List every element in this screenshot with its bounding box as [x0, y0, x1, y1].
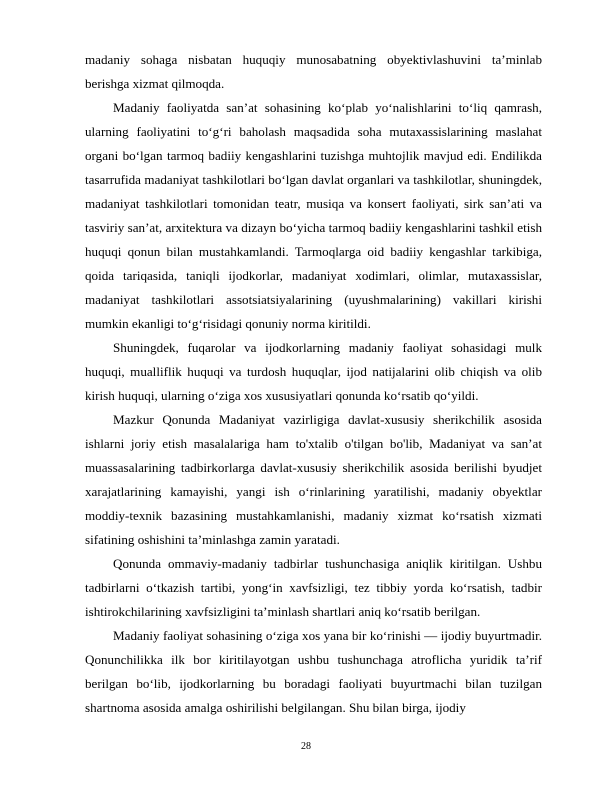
paragraph-continuation: madaniy sohaga nisbatan huquqiy munosabatning obyektivlashuvini taʼminlab berishga xizmat qilmoqda.: [85, 52, 542, 91]
paragraph-public-private-partnership: Mazkur Qonunda Madaniyat vazirligiga davlat-xususiy sherikchilik asosida ishlarni joriy etish masalalariga ham to'xtalib o'tilgan bo'lib, Madaniyat va sanʼat muassasalarining tadbirkorlarga davlat-xususiy sherikchilik asosida berilishi byudjet xarajatlarining kamayishi, yangi ish oʻrinlarining yaratilishi, madaniy obyektlar moddiy-texnik bazasining mustahkamlanishi, madaniy xizmat koʻrsatish xizmati sifatining oshishini taʼminlashga zamin yaratadi.: [85, 412, 542, 547]
paragraph-mass-cultural-events: Qonunda ommaviy-madaniy tadbirlar tushunchasiga aniqlik kiritilgan. Ushbu tadbirlarni oʻtkazish tartibi, yongʻin xavfsizligi, tez tibbiy yorda koʻrsatish, tadbir ishtirokchilarining xavfsizligini taʼminlash shartlari aniq koʻrsatib berilgan.: [85, 556, 542, 619]
paragraph-creative-order: Madaniy faoliyat sohasining oʻziga xos yana bir koʻrinishi — ijodiy buyurtmadir. Qonunchilikka ilk bor kiritilayotgan ushbu tushunchaga atroflicha yuridik taʼrif berilgan boʻlib, ijodkorlarning bu boradagi faoliyati buyurtmachi bilan tuzilgan shartnoma asosida amalga oshirilishi belgilangan. Shu bilan birga, ijodiy: [85, 628, 542, 715]
paragraph-property-rights: Shuningdek, fuqarolar va ijodkorlarning madaniy faoliyat sohasidagi mulk huquqi, mualliflik huquqi va turdosh huquqlar, ijod natijalarini olib chiqish va olib kirish huquqi, ularning oʻziga xos xususiyatlari qonunda koʻrsatib qoʻyildi.: [85, 340, 542, 403]
document-body: [85, 48, 542, 720]
page-number: 28: [301, 741, 311, 752]
paragraph-artistic-councils: Madaniy faoliyatda sanʼat sohasining koʻplab yoʻnalishlarini toʻliq qamrash, ularning faoliyatini toʻgʻri baholash maqsadida soha mutaxassislarining maslahat organi boʻlgan tarmoq badiiy kengashlarini tuzishga muhtojlik mavjud edi. Endilikda tasarrufida madaniyat tashkilotlari boʻlgan davlat organlari va tashkilotlar, shuningdek, madaniyat tashkilotlari tomonidan teatr, musiqa va konsert faoliyati, sirk sanʼati va tasviriy sanʼat, arxitektura va dizayn boʻyicha tarmoq badiiy kengashlarini tashkil etish huquqi qonun bilan mustahkamlandi. Tarmoqlarga oid badiiy kengashlar tarkibiga, qoida tariqasida, taniqli ijodkorlar, madaniyat xodimlari, olimlar, mutaxassislar, madaniyat tashkilotlari assotsiatsiyalarining (uyushmalarining) vakillari kirishi mumkin ekanligi toʻgʻrisidagi qonuniy norma kiritildi.: [85, 100, 542, 331]
